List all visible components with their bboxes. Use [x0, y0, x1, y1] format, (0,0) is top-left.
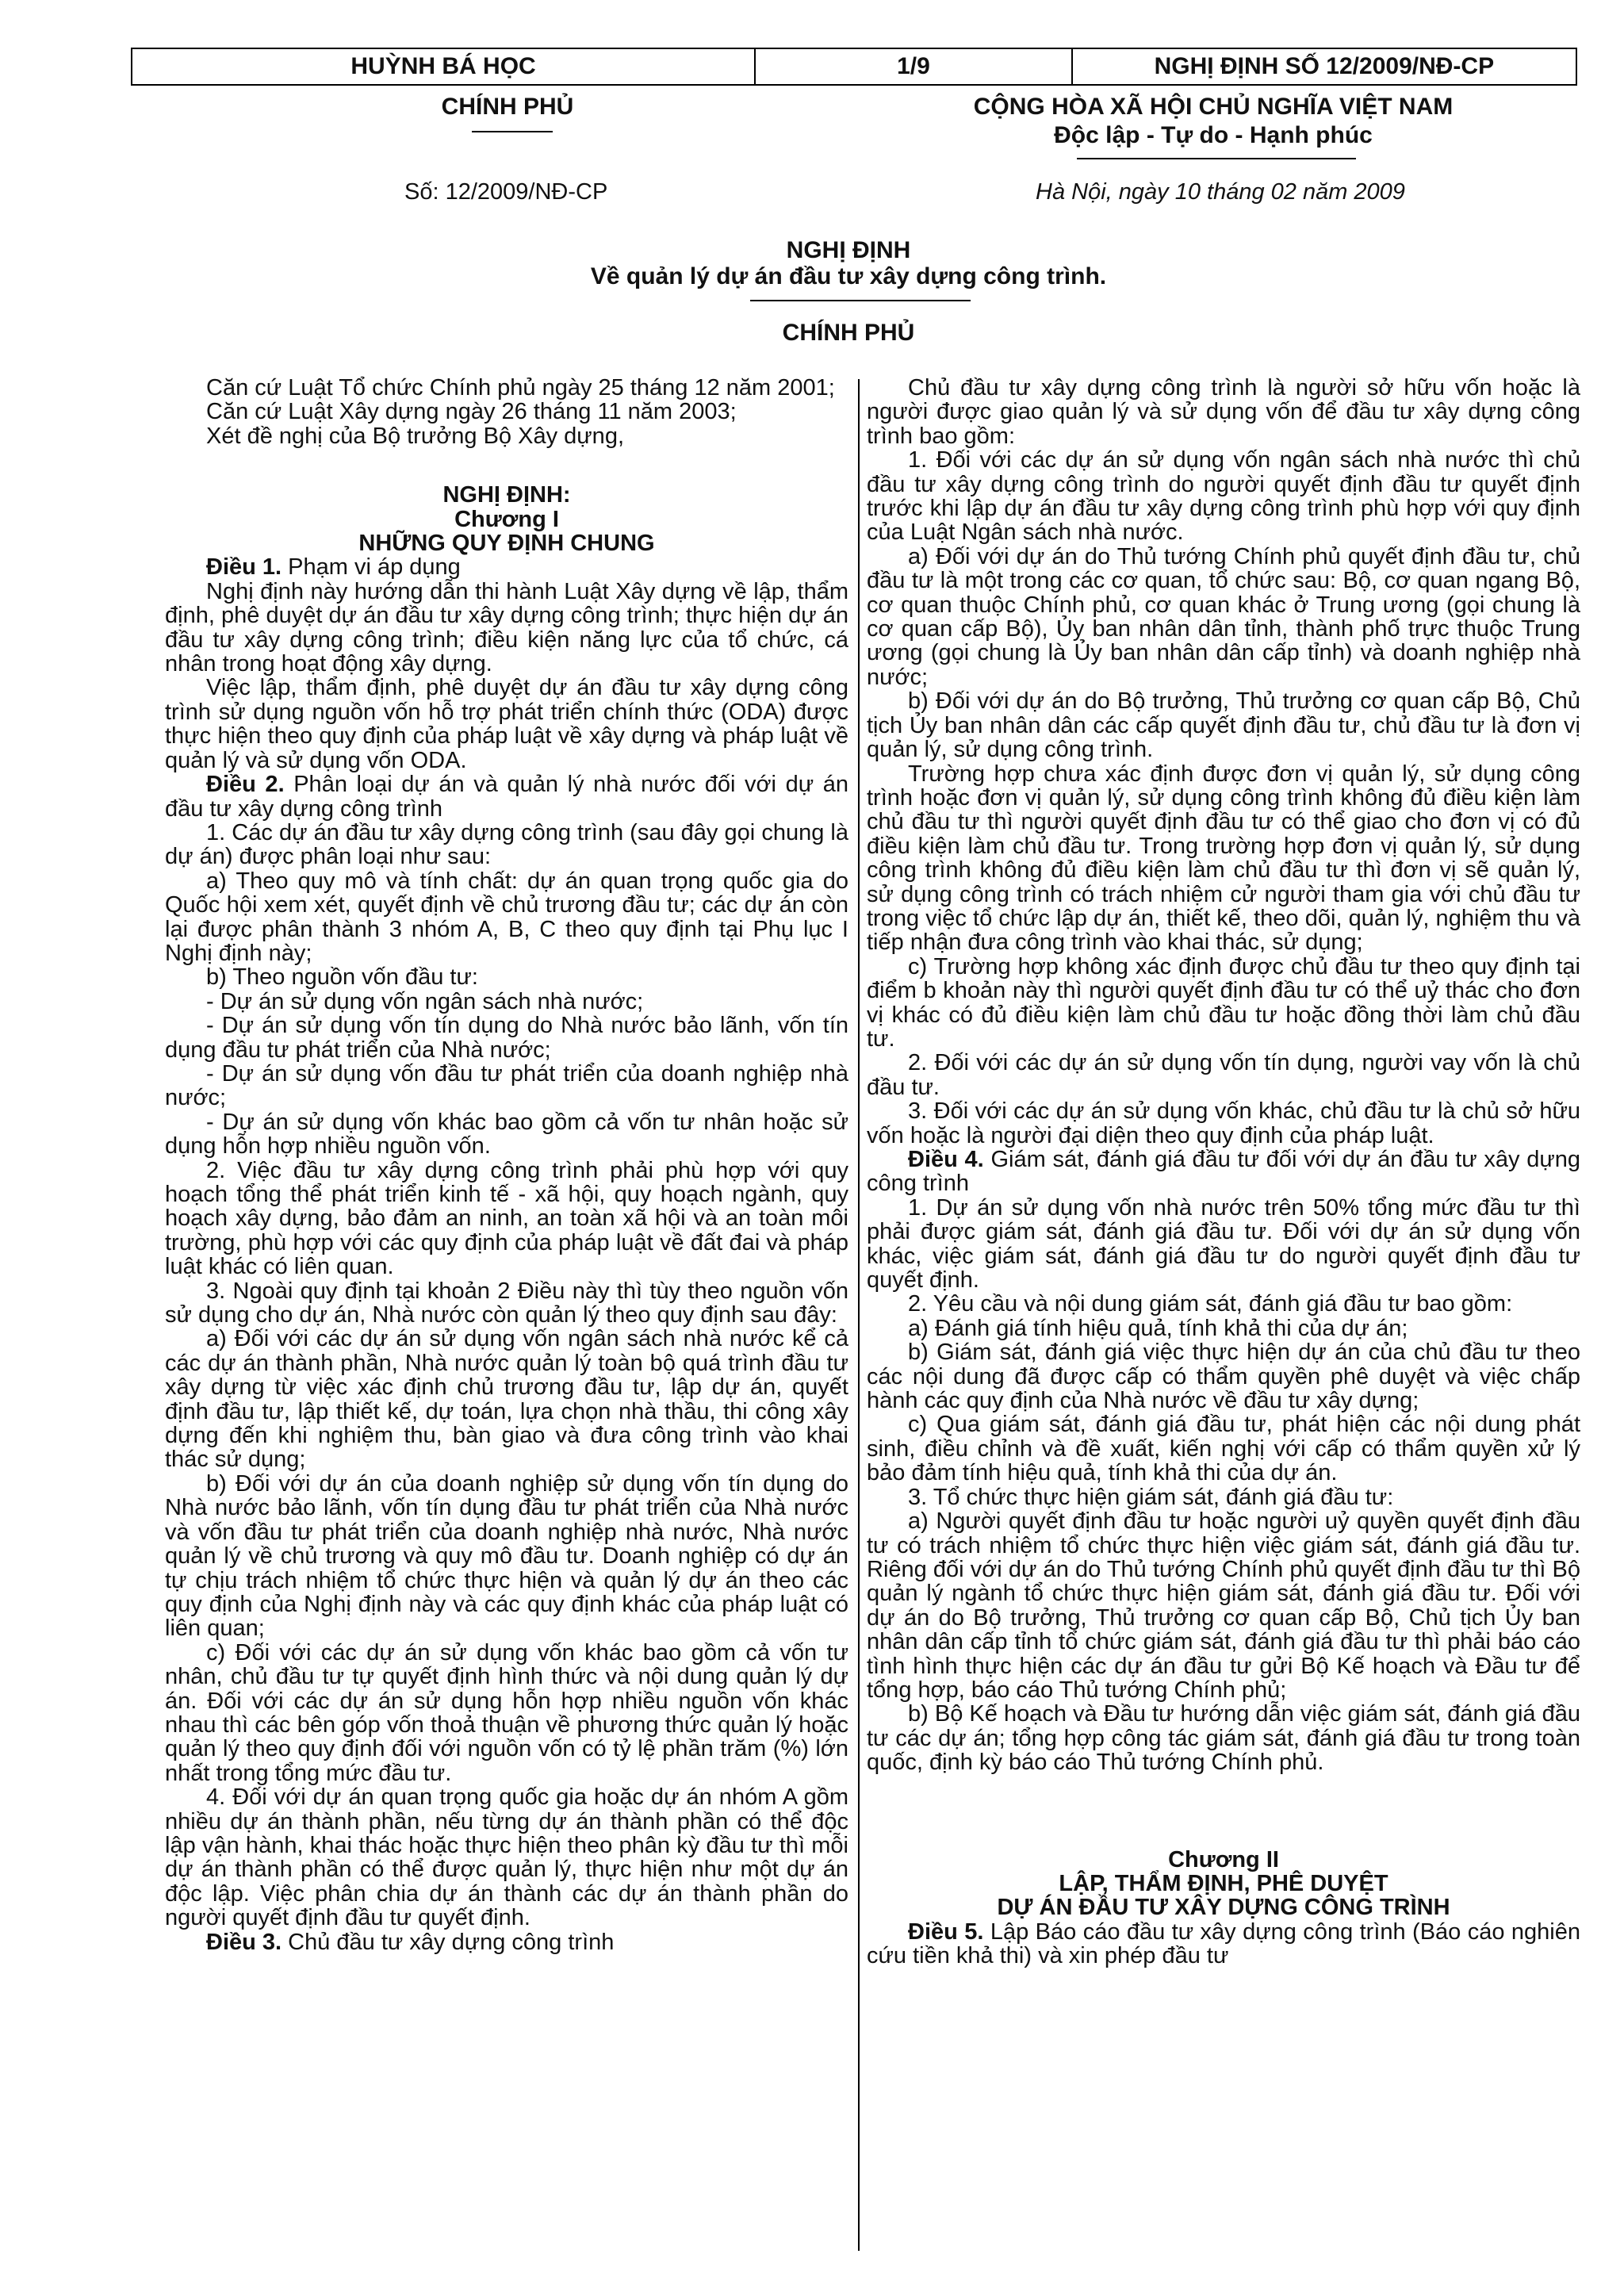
article-3-clause-1b: b) Đối với dự án do Bộ trưởng, Thủ trưởng cơ quan cấp Bộ, Chủ tịch Ủy ban nhân dân các cấp quyết định đầu tư, chủ đầu tư là đơn vị quản lý, sử dụng công trình.: [867, 688, 1580, 763]
header-doc-ref: NGHỊ ĐỊNH SỐ 12/2009/NĐ-CP: [1154, 53, 1495, 79]
article-5-title: Lập Báo cáo đầu tư xây dựng công trình (Báo cáo nghiên cứu tiền khả thi) và xin phép đầu tư: [867, 1918, 1580, 1969]
article-1-para-1: Nghị định này hướng dẫn thi hành Luật Xây dựng về lập, thẩm định, phê duyệt dự án đầu tư xây dựng công trình; thực hiện dự án đầu tư xây dựng công trình; điều kiện năng lực của tổ chức, cá nhân trong hoạt động xây dựng.: [165, 578, 848, 677]
article-1-title: Phạm vi áp dụng: [282, 554, 461, 581]
article-3-clause-3: 3. Đối với các dự án sử dụng vốn khác, chủ đầu tư là chủ sở hữu vốn hoặc là người đại diện theo quy định của pháp luật.: [867, 1098, 1580, 1148]
article-3-title: Chủ đầu tư xây dựng công trình: [282, 1929, 615, 1955]
article-2-clause-1b-item-3: - Dự án sử dụng vốn đầu tư phát triển của doanh nghiệp nhà nước;: [165, 1060, 848, 1111]
place-date: Hà Nội, ngày 10 tháng 02 năm 2009: [1036, 179, 1405, 205]
chapter-2-label: Chương II: [1168, 1846, 1279, 1872]
article-5-label: Điều 5.: [908, 1918, 984, 1945]
header-author: HUỲNH BÁ HỌC: [132, 49, 756, 84]
right-column: [867, 376, 1580, 1968]
article-4-label: Điều 4.: [908, 1147, 984, 1172]
chapter-2-title-line-2: DỰ ÁN ĐẦU TƯ XÂY DỰNG CÔNG TRÌNH: [997, 1895, 1450, 1921]
article-2-clause-3b: b) Đối với dự án của doanh nghiệp sử dụng vốn tín dụng do Nhà nước bảo lãnh, vốn tín dụng đầu tư phát triển của Nhà nước và vốn đầu tư phát triển của doanh nghiệp nhà nước, Nhà nước quản lý về chủ trương và quy mô đầu tư. Doanh nghiệp có dự án tự chịu trách nhiệm tổ chức thực hiện và quản lý dự án theo các quy định của Nghị định này và các quy định khác của pháp luật có liên quan;: [165, 1470, 848, 1642]
document-subject: Về quản lý dự án đầu tư xây dựng công trình.: [590, 263, 1107, 289]
article-4-clause-2: 2. Yêu cầu và nội dung giám sát, đánh giá đầu tư bao gồm:: [908, 1291, 1513, 1317]
document-type: NGHỊ ĐỊNH: [786, 237, 911, 263]
article-4-clause-2b: b) Giám sát, đánh giá việc thực hiện dự án của chủ đầu tư theo các nội dung đã được cấp có thẩm quyền phê duyệt và việc chấp hành các quy định của Nhà nước về đầu tư xây dựng;: [867, 1340, 1580, 1414]
legal-basis-1: Căn cứ Luật Tổ chức Chính phủ ngày 25 tháng 12 năm 2001;: [206, 375, 835, 401]
article-4-clause-1: 1. Dự án sử dụng vốn nhà nước trên 50% tổng mức đầu tư thì phải được giám sát, đánh giá đầu tư. Đối với dự án sử dụng vốn khác, việc giám sát, đánh giá đầu tư do người quyết định đầu tư quyết định.: [867, 1194, 1580, 1294]
article-2-title: Phân loại dự án và quản lý nhà nước đối với dự án đầu tư xây dựng công trình: [165, 772, 848, 822]
article-2-clause-4: 4. Đối với dự án quan trọng quốc gia hoặc dự án nhóm A gồm nhiều dự án thành phần, nếu từng dự án thành phần có thể độc lập vận hành, khai thác hoặc thực hiện theo phân kỳ đầu tư thì mỗi dự án thành phần có thể được quản lý, thực hiện như một dự án độc lập. Việc phân chia dự án thành các dự án thành phần do người quyết định đầu tư quyết định.: [165, 1784, 848, 1931]
national-motto: Độc lập - Tự do - Hạnh phúc: [1054, 122, 1373, 148]
article-1-label: Điều 1.: [206, 554, 282, 581]
article-3-clause-1a: a) Đối với dự án do Thủ tướng Chính phủ quyết định đầu tư, chủ đầu tư là một trong các cơ quan, tổ chức sau: Bộ, cơ quan ngang Bộ, cơ quan thuộc Chính phủ, cơ quan khác ở Trung ương (gọi chung là cơ quan cấp Bộ), Ủy ban nhân dân tỉnh, thành phố trực thuộc Trung ương (gọi chung là Ủy ban nhân dân cấp tỉnh) và doanh nghiệp nhà nước;: [867, 543, 1580, 690]
article-2-clause-3: 3. Ngoài quy định tại khoản 2 Điều này thì tùy theo nguồn vốn sử dụng cho dự án, Nhà nước còn quản lý theo quy định sau đây:: [165, 1278, 848, 1328]
article-3-para-1: Chủ đầu tư xây dựng công trình là người sở hữu vốn hoặc là người được giao quản lý và sử dụng vốn để đầu tư xây dựng công trình bao gồm:: [867, 375, 1580, 449]
article-4-clause-2c: c) Qua giám sát, đánh giá đầu tư, phát hiện các nội dung phát sinh, điều chỉnh và đề xuất, kiến nghị với cấp có thẩm quyền xử lý bảo đảm tính hiệu quả, tính khả thi của dự án.: [867, 1412, 1580, 1486]
article-2-clause-1b-item-1: - Dự án sử dụng vốn ngân sách nhà nước;: [206, 988, 644, 1014]
article-2-heading: [165, 772, 848, 821]
header-page-number: 1/9: [756, 49, 1073, 84]
decree-heading: NGHỊ ĐỊNH:: [442, 482, 571, 508]
motto-underline: [1077, 158, 1356, 159]
article-2-clause-1: 1. Các dự án đầu tư xây dựng công trình (sau đây gọi chung là dự án) được phân loại như sau:: [165, 819, 848, 870]
chapter-2-title-line-1: LẬP, THẨM ĐỊNH, PHÊ DUYỆT: [1059, 1870, 1388, 1896]
issuer-underline: [472, 131, 553, 132]
article-3-heading: [165, 1930, 848, 1954]
article-4-clause-2a: a) Đánh giá tính hiệu quả, tính khả thi của dự án;: [908, 1315, 1408, 1341]
column-divider: [858, 379, 860, 2251]
article-4-clause-3: 3. Tổ chức thực hiện giám sát, đánh giá đầu tư:: [908, 1484, 1394, 1510]
article-2-clause-1b-item-2: - Dự án sử dụng vốn tín dụng do Nhà nước bảo lãnh, vốn tín dụng đầu tư phát triển của Nhà nước;: [165, 1013, 848, 1063]
article-2-clause-1b: b) Theo nguồn vốn đầu tư:: [206, 964, 478, 991]
spacer: [867, 1775, 1580, 1848]
issuer-name: CHÍNH PHỦ: [441, 94, 574, 120]
article-3-clause-1b-cont: Trường hợp chưa xác định được đơn vị quản lý, sử dụng công trình hoặc đơn vị quản lý, sử dụng công trình không đủ điều kiện làm chủ đầu tư thì người quyết định đầu tư có thể giao cho đơn vị có đủ điều kiện làm chủ đầu tư. Trong trường hợp đơn vị quản lý, sử dụng công trình không đủ điều kiện làm chủ đầu tư thì đơn vị sẽ quản lý, sử dụng công trình có trách nhiệm cử người tham gia với chủ đầu tư trong việc tổ chức lập dự án, thiết kế, theo dõi, quản lý, nghiệm thu và tiếp nhận đưa công trình vào khai thác, sử dụng;: [867, 761, 1580, 956]
article-4-clause-3a: a) Người quyết định đầu tư hoặc người uỷ quyền quyết định đầu tư có trách nhiệm tổ chức thực hiện việc giám sát, đánh giá đầu tư. Riêng đối với dự án do Thủ tướng Chính phủ quyết định đầu tư thì Bộ quản lý ngành tổ chức thực hiện giám sát, đánh giá đầu tư. Đối với dự án do Bộ trưởng, Thủ trưởng cơ quan cấp Bộ, Chủ tịch Ủy ban nhân dân cấp tỉnh tổ chức giám sát, đánh giá đầu tư thì phải báo cáo tình hình thực hiện các dự án đầu tư gửi Bộ Kế hoạch và Đầu tư để tổng hợp, báo cáo Thủ tướng Chính phủ;: [867, 1508, 1580, 1703]
article-5-heading: [867, 1920, 1580, 1968]
left-column: [165, 376, 848, 1954]
article-2-clause-3a: a) Đối với các dự án sử dụng vốn ngân sách nhà nước kể cả các dự án thành phần, Nhà nước quản lý toàn bộ quá trình đầu tư xây dựng từ việc xác định chủ trương đầu tư, lập dự án, quyết định đầu tư, lập thiết kế, dự toán, lựa chọn nhà thầu, thi công xây dựng đến khi nghiệm thu, bàn giao và đưa công trình vào khai thác sử dụng;: [165, 1326, 848, 1473]
header-table: [131, 48, 1577, 86]
legal-basis-2: Căn cứ Luật Xây dựng ngày 26 tháng 11 năm 2003;: [206, 399, 737, 425]
article-3-clause-1: 1. Đối với các dự án sử dụng vốn ngân sách nhà nước thì chủ đầu tư xây dựng công trình do người quyết định đầu tư quyết định trước khi lập dự án đầu tư xây dựng công trình phù hợp với quy định của Luật Ngân sách nhà nước.: [867, 447, 1580, 546]
government-heading: CHÍNH PHỦ: [782, 320, 915, 346]
article-3-clause-2: 2. Đối với các dự án sử dụng vốn tín dụng, người vay vốn là chủ đầu tư.: [867, 1050, 1580, 1100]
article-2-clause-2: 2. Việc đầu tư xây dựng công trình phải phù hợp với quy hoạch tổng thể phát triển kinh tế - xã hội, quy hoạch ngành, quy hoạch xây dựng, bảo đảm an ninh, an toàn xã hội và an toàn môi trường, phù hợp với các quy định của pháp luật về đất đai và pháp luật khác có liên quan.: [165, 1157, 848, 1280]
subject-underline: [750, 300, 971, 301]
article-3-label: Điều 3.: [206, 1929, 282, 1955]
article-1-para-2: Việc lập, thẩm định, phê duyệt dự án đầu tư xây dựng công trình sử dụng nguồn vốn hỗ trợ phát triển chính thức (ODA) được thực hiện theo quy định của pháp luật về xây dựng và pháp luật về quản lý và sử dụng vốn ODA.: [165, 675, 848, 773]
article-2-clause-3c: c) Đối với các dự án sử dụng vốn khác bao gồm cả vốn tư nhân, chủ đầu tư tự quyết định hình thức và nội dung quản lý dự án. Đối với các dự án sử dụng hỗn hợp nhiều nguồn vốn khác nhau thì các bên góp vốn thoả thuận về phương thức quản lý hoặc quản lý theo quy định đối với nguồn vốn có tỷ lệ phần trăm (%) lớn nhất trong tổng mức đầu tư.: [165, 1639, 848, 1786]
nation-title: CỘNG HÒA XÃ HỘI CHỦ NGHĨA VIỆT NAM: [973, 94, 1454, 120]
article-1-heading: [165, 555, 848, 579]
legal-basis-3: Xét đề nghị của Bộ trưởng Bộ Xây dựng,: [206, 423, 624, 449]
article-3-clause-1c: c) Trường hợp không xác định được chủ đầu tư theo quy định tại điểm b khoản này thì người quyết định đầu tư có thể uỷ thác cho đơn vị khác có đủ điều kiện làm chủ đầu tư hoặc đồng thời làm chủ đầu tư.: [867, 953, 1580, 1052]
chapter-1-title: NHỮNG QUY ĐỊNH CHUNG: [358, 531, 655, 557]
article-2-clause-1a: a) Theo quy mô và tính chất: dự án quan trọng quốc gia do Quốc hội xem xét, quyết định về chủ trương đầu tư; các dự án còn lại được phân thành 3 nhóm A, B, C theo quy định tại Phụ lục I Nghị định này;: [165, 868, 848, 966]
spacer: [165, 448, 848, 483]
article-4-title: Giám sát, đánh giá đầu tư đối với dự án đầu tư xây dựng công trình: [867, 1147, 1581, 1197]
article-4-clause-3b: b) Bộ Kế hoạch và Đầu tư hướng dẫn việc giám sát, đánh giá đầu tư các dự án; tổng hợp công tác giám sát, đánh giá đầu tư trong toàn quốc, định kỳ báo cáo Thủ tướng Chính phủ.: [867, 1701, 1580, 1776]
document-number: Số: 12/2009/NĐ-CP: [404, 179, 608, 205]
chapter-1-label: Chương I: [454, 506, 559, 532]
article-4-heading: [867, 1148, 1580, 1196]
article-2-label: Điều 2.: [206, 772, 285, 798]
article-2-clause-1b-item-4: - Dự án sử dụng vốn khác bao gồm cả vốn tư nhân hoặc sử dụng hỗn hợp nhiều nguồn vốn.: [165, 1109, 848, 1159]
